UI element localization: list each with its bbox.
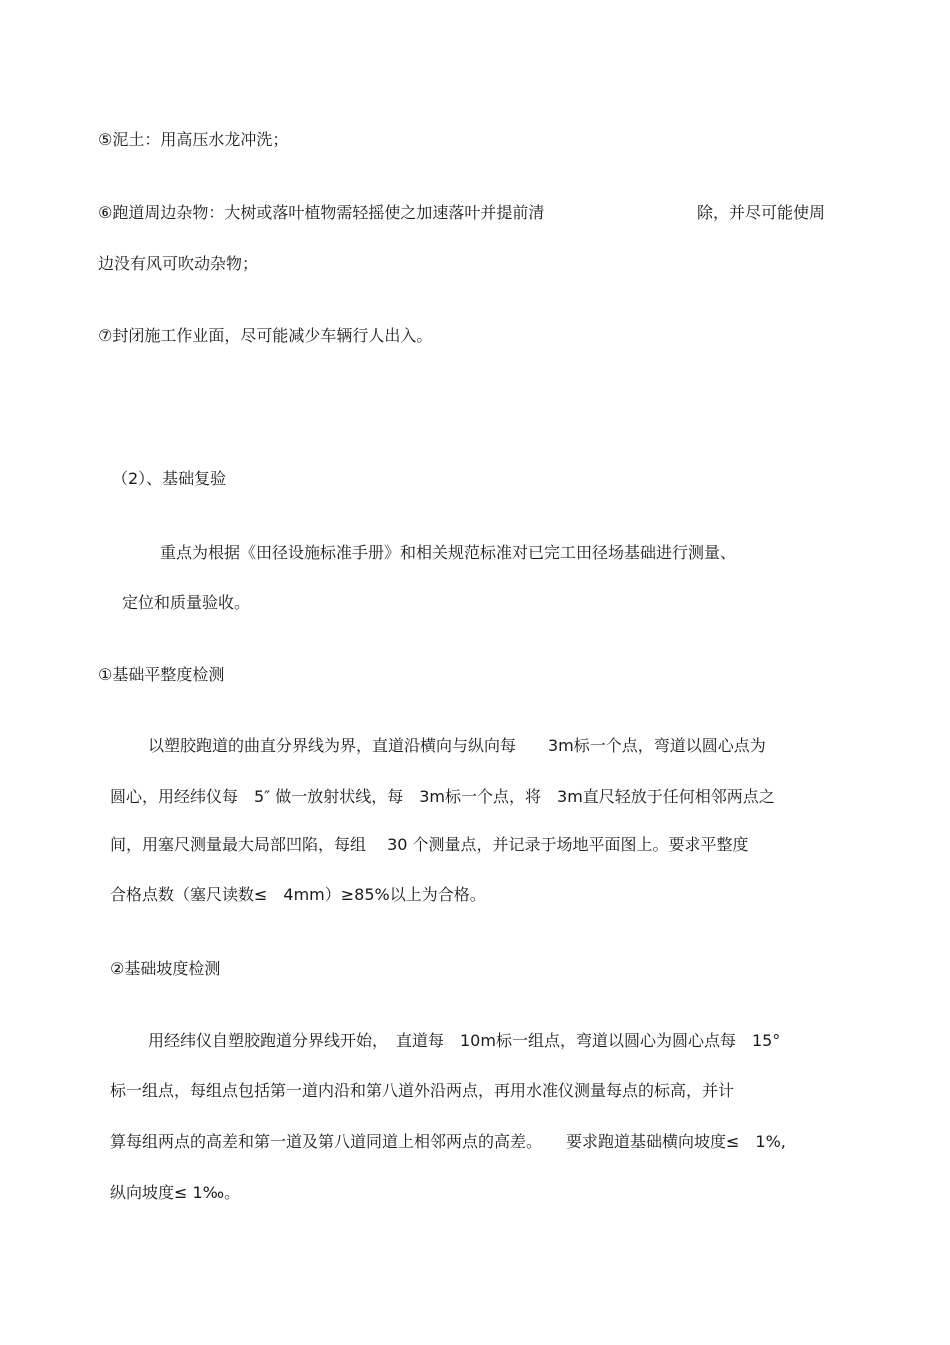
slope-paragraph-line3: 算每组两点的高差和第一道及第八道同道上相邻两点的高差。 要求跑道基础横向坡度≤ 1%,: [110, 1132, 786, 1151]
item-6-line1-start: ⑥跑道周边杂物：大树或落叶植物需轻摇使之加速落叶并提前清: [98, 203, 545, 222]
flatness-paragraph-line4: 合格点数（塞尺读数≤ 4mm）≥85%以上为合格。: [110, 885, 486, 904]
section-2-heading: （2）、基础复验: [112, 469, 227, 488]
item-7-text: ⑦封闭施工作业面，尽可能减少车辆行人出入。: [98, 326, 433, 345]
item-6-line2: 边没有风可吹动杂物；: [98, 254, 259, 273]
slope-paragraph-line4: 纵向坡度≤ 1‰。: [110, 1183, 241, 1202]
slope-paragraph-line2: 标一组点，每组点包括第一道内沿和第八道外沿两点，再用水准仪测量每点的标高，并计: [110, 1081, 735, 1100]
section-2-intro-line2: 定位和质量验收。: [122, 593, 251, 612]
section-2-intro-line1: 重点为根据《田径设施标准手册》和相关规范标准对已完工田径场基础进行测量、: [160, 543, 737, 562]
slope-heading: ②基础坡度检测: [110, 959, 221, 978]
item-5-text: ⑤泥土：用高压水龙冲洗；: [98, 130, 289, 149]
flatness-heading: ①基础平整度检测: [98, 665, 225, 684]
flatness-paragraph-line2: 圆心，用经纬仪每 5″ 做一放射状线，每 3m标一个点，将 3m直尺轻放于任何相邻两点之: [110, 787, 775, 806]
slope-paragraph-line1: 用经纬仪自塑胶跑道分界线开始， 直道每 10m标一组点，弯道以圆心为圆心点每 15°: [148, 1031, 781, 1050]
item-6-line1-end: 除，并尽可能使周: [697, 203, 826, 222]
flatness-paragraph-line1: 以塑胶跑道的曲直分界线为界，直道沿横向与纵向每 3m标一个点，弯道以圆心点为: [148, 736, 766, 755]
flatness-paragraph-line3: 间，用塞尺测量最大局部凹陷，每组 30 个测量点，并记录于场地平面图上。要求平整度: [110, 835, 749, 854]
